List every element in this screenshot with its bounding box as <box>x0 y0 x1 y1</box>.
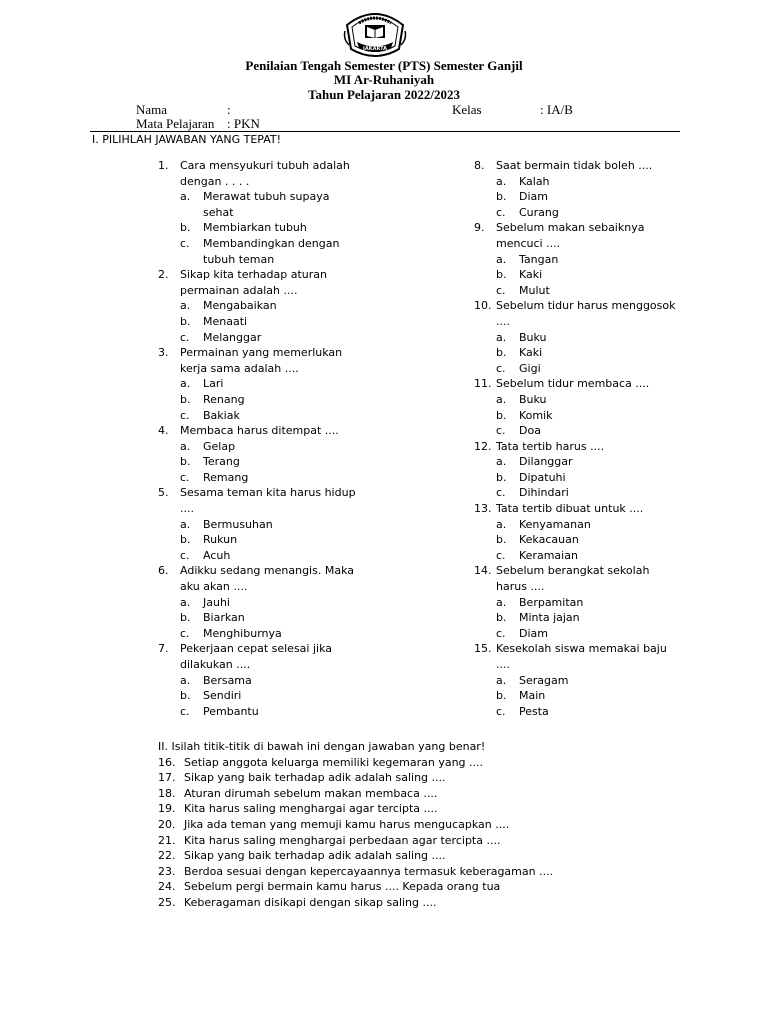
question-item <box>474 220 684 251</box>
school-name: MI Ar-Ruhaniyah <box>333 72 435 87</box>
option-text: Menaati <box>203 314 248 328</box>
fill-in-text: Sikap yang baik terhadap adik adalah saling .... <box>184 771 446 785</box>
option-text: Dihindari <box>519 486 569 500</box>
answer-option <box>474 345 684 361</box>
option-letter: b. <box>496 346 507 360</box>
answer-option <box>158 236 368 267</box>
option-letter: a. <box>496 517 507 531</box>
fill-in-text: Keberagaman disikapi dengan sikap saling .... <box>184 895 437 909</box>
fill-in-number: 25. <box>158 895 176 909</box>
question-text: Sebelum berangkat sekolah <box>496 564 650 578</box>
option-text: Rukun <box>203 533 238 547</box>
question-item <box>158 423 368 439</box>
logo-text: JAKARTA <box>363 46 387 52</box>
answer-option <box>474 470 684 486</box>
question-item <box>158 345 368 376</box>
option-letter: b. <box>180 392 191 406</box>
option-text: sehat <box>203 205 234 219</box>
option-text: Pesta <box>519 704 549 718</box>
option-text: Merawat tubuh supaya <box>203 190 330 204</box>
fill-in-number: 24. <box>158 880 176 894</box>
question-number: 10. <box>474 299 492 313</box>
option-letter: c. <box>496 283 506 297</box>
answer-option <box>474 548 684 564</box>
option-letter: c. <box>496 626 506 640</box>
answer-option <box>158 532 368 548</box>
question-text: kerja sama adalah .... <box>180 361 299 375</box>
option-letter: b. <box>180 314 191 328</box>
option-text: Diam <box>519 190 548 204</box>
school-logo-icon <box>341 5 409 59</box>
fill-in-item <box>158 755 553 771</box>
option-text: Membiarkan tubuh <box>203 221 307 235</box>
option-letter: a. <box>180 299 191 313</box>
answer-option <box>158 626 368 642</box>
option-letter: c. <box>496 424 506 438</box>
option-letter: c. <box>180 626 190 640</box>
question-text: harus .... <box>496 580 545 594</box>
option-letter: c. <box>496 205 506 219</box>
option-text: Kaki <box>519 268 543 282</box>
question-number: 15. <box>474 642 492 656</box>
option-letter: a. <box>496 595 507 609</box>
answer-option <box>158 688 368 704</box>
answer-option <box>474 626 684 642</box>
question-number: 2. <box>158 268 169 282</box>
answer-option <box>158 392 368 408</box>
answer-option <box>474 408 684 424</box>
question-number: 9. <box>474 221 485 235</box>
option-text: Gelap <box>203 439 236 453</box>
question-number: 14. <box>474 564 492 578</box>
answer-option <box>158 314 368 330</box>
question-text: Sebelum tidur membaca .... <box>496 377 650 391</box>
answer-option <box>158 220 368 236</box>
question-number: 4. <box>158 424 169 438</box>
answer-option <box>158 548 368 564</box>
answer-option <box>474 392 684 408</box>
question-text: Sesama teman kita harus hidup <box>180 486 356 500</box>
question-text: Saat bermain tidak boleh .... <box>496 159 653 172</box>
fill-in-item <box>158 864 553 880</box>
fill-in-number: 17. <box>158 771 176 785</box>
school-year: Tahun Pelajaran 2022/2023 <box>308 87 460 102</box>
fill-in-item <box>158 848 553 864</box>
option-letter: a. <box>496 330 507 344</box>
option-letter: c. <box>180 408 190 422</box>
answer-option <box>474 267 684 283</box>
answer-option <box>158 610 368 626</box>
question-number: 1. <box>158 159 169 172</box>
answer-option <box>158 189 368 220</box>
answer-option <box>474 532 684 548</box>
option-text: Kenyamanan <box>519 517 591 531</box>
option-text: Berpamitan <box>519 595 584 609</box>
option-text: Membandingkan dengan <box>203 236 340 250</box>
option-text: Buku <box>519 330 547 344</box>
questions-right-column <box>474 158 684 719</box>
fill-in-item <box>158 770 553 786</box>
mapel-label: Mata Pelajaran <box>136 116 215 131</box>
question-text: Tata tertib dibuat untuk .... <box>496 502 644 516</box>
answer-option <box>158 517 368 533</box>
option-letter: a. <box>180 377 191 391</box>
fill-in-item <box>158 817 553 833</box>
option-letter: c. <box>180 704 190 718</box>
answer-option <box>158 298 368 314</box>
option-letter: b. <box>496 689 507 703</box>
option-text: tubuh teman <box>203 252 275 266</box>
option-text: Curang <box>519 205 559 219</box>
fill-in-number: 22. <box>158 849 176 863</box>
fill-in-item <box>158 786 553 802</box>
section-2-title: II. Isilah titik-titik di bawah ini dengan jawaban yang benar! <box>158 740 486 753</box>
answer-option <box>474 688 684 704</box>
answer-option <box>158 376 368 392</box>
question-text: Membaca harus ditempat .... <box>180 424 339 438</box>
questions-left-column <box>158 158 368 719</box>
question-text: Sikap kita terhadap aturan <box>180 268 327 282</box>
question-text: permainan adalah .... <box>180 283 298 297</box>
option-text: Kekacauan <box>519 533 579 547</box>
option-text: Menghiburnya <box>203 626 282 640</box>
option-text: Renang <box>203 392 245 406</box>
option-letter: b. <box>180 689 191 703</box>
question-item <box>158 485 368 516</box>
option-letter: c. <box>496 704 506 718</box>
option-text: Remang <box>203 470 249 484</box>
question-text: Adikku sedang menangis. Maka <box>180 564 354 578</box>
fill-in-text: Setiap anggota keluarga memiliki kegemaran yang .... <box>184 755 484 769</box>
answer-option <box>158 330 368 346</box>
answer-option <box>474 189 684 205</box>
option-letter: c. <box>496 548 506 562</box>
option-text: Gigi <box>519 361 541 375</box>
answer-option <box>474 205 684 221</box>
question-item <box>474 376 684 392</box>
option-text: Melanggar <box>203 330 262 344</box>
option-text: Acuh <box>203 548 231 562</box>
kelas-label: Kelas <box>452 102 482 117</box>
option-letter: b. <box>180 611 191 625</box>
answer-option <box>474 423 684 439</box>
answer-option <box>158 408 368 424</box>
option-text: Doa <box>519 424 541 438</box>
section-1-title: I. PILIHLAH JAWABAN YANG TEPAT! <box>92 133 282 146</box>
fill-in-number: 16. <box>158 755 176 769</box>
question-text: .... <box>496 314 510 328</box>
option-letter: c. <box>180 236 190 250</box>
fill-in-number: 19. <box>158 802 176 816</box>
question-item <box>158 563 368 594</box>
option-letter: c. <box>180 330 190 344</box>
option-letter: a. <box>496 252 507 266</box>
option-letter: b. <box>496 470 507 484</box>
answer-option <box>474 673 684 689</box>
question-item <box>474 158 684 174</box>
header-divider <box>90 131 680 132</box>
option-letter: b. <box>496 533 507 547</box>
option-text: Seragam <box>519 673 569 687</box>
option-text: Biarkan <box>203 611 245 625</box>
question-number: 5. <box>158 486 169 500</box>
option-letter: b. <box>180 221 191 235</box>
fill-in-item <box>158 801 553 817</box>
question-item <box>474 563 684 594</box>
option-letter: a. <box>180 673 191 687</box>
option-text: Bersama <box>203 673 252 687</box>
exam-title: Penilaian Tengah Semester (PTS) Semester Ganjil <box>245 58 523 73</box>
question-item <box>474 439 684 455</box>
option-letter: b. <box>180 455 191 469</box>
option-letter: b. <box>496 190 507 204</box>
option-letter: b. <box>496 611 507 625</box>
option-text: Bakiak <box>203 408 240 422</box>
answer-option <box>158 470 368 486</box>
option-text: Terang <box>203 455 240 469</box>
option-text: Kaki <box>519 346 543 360</box>
option-text: Mulut <box>519 283 550 297</box>
fill-in-item <box>158 879 553 895</box>
option-text: Sendiri <box>203 689 242 703</box>
option-text: Kalah <box>519 174 550 188</box>
option-text: Dilanggar <box>519 455 573 469</box>
fill-in-text: Kita harus saling menghargai perbedaan agar tercipta .... <box>184 833 501 847</box>
answer-option <box>158 454 368 470</box>
fill-in-number: 18. <box>158 786 176 800</box>
question-text: Cara mensyukuri tubuh adalah <box>180 159 350 172</box>
answer-option <box>474 704 684 720</box>
question-text: Tata tertib harus .... <box>496 439 605 453</box>
question-item <box>158 641 368 672</box>
option-letter: a. <box>180 595 191 609</box>
option-letter: a. <box>180 517 191 531</box>
option-text: Pembantu <box>203 704 259 718</box>
question-number: 12. <box>474 439 492 453</box>
option-letter: a. <box>496 673 507 687</box>
option-text: Komik <box>519 408 553 422</box>
option-text: Diam <box>519 626 548 640</box>
option-letter: a. <box>180 190 191 204</box>
question-item <box>474 501 684 517</box>
answer-option <box>158 673 368 689</box>
answer-option <box>474 485 684 501</box>
answer-option <box>474 283 684 299</box>
option-text: Main <box>519 689 546 703</box>
option-letter: b. <box>496 268 507 282</box>
option-text: Buku <box>519 392 547 406</box>
option-letter: c. <box>496 486 506 500</box>
fill-in-text: Sikap yang baik terhadap adik adalah saling .... <box>184 849 446 863</box>
question-number: 13. <box>474 502 492 516</box>
answer-option <box>474 174 684 190</box>
question-text: Pekerjaan cepat selesai jika <box>180 642 333 656</box>
option-letter: b. <box>180 533 191 547</box>
question-number: 6. <box>158 564 169 578</box>
option-letter: a. <box>180 439 191 453</box>
question-text: Sebelum tidur harus menggosok <box>496 299 676 313</box>
answer-option <box>158 439 368 455</box>
question-text: Sebelum makan sebaiknya <box>496 221 645 235</box>
answer-option <box>158 595 368 611</box>
fill-in-text: Berdoa sesuai dengan kepercayaannya termasuk keberagaman .... <box>184 864 554 878</box>
question-text: aku akan .... <box>180 580 248 594</box>
nama-colon: : <box>227 102 231 117</box>
fill-in-text: Aturan dirumah sebelum makan membaca .... <box>184 786 438 800</box>
section-2 <box>158 739 553 911</box>
question-number: 7. <box>158 642 169 656</box>
answer-option <box>474 517 684 533</box>
question-text: .... <box>180 502 194 516</box>
question-text: Kesekolah siswa memakai baju <box>496 642 667 656</box>
question-text: .... <box>496 658 510 671</box>
fill-in-item <box>158 833 553 849</box>
mapel-value: : PKN <box>227 116 260 131</box>
nama-label: Nama <box>136 102 168 117</box>
option-letter: a. <box>496 455 507 469</box>
option-text: Bermusuhan <box>203 517 273 531</box>
option-text: Keramaian <box>519 548 578 562</box>
option-letter: a. <box>496 174 507 188</box>
question-text: Permainan yang memerlukan <box>180 346 343 360</box>
option-letter: c. <box>180 548 190 562</box>
question-text: dilakukan .... <box>180 658 251 671</box>
fill-in-number: 20. <box>158 817 176 831</box>
option-letter: a. <box>496 392 507 406</box>
option-letter: b. <box>496 408 507 422</box>
answer-option <box>474 252 684 268</box>
option-text: Minta jajan <box>519 611 580 625</box>
answer-option <box>474 454 684 470</box>
question-text: dengan . . . . <box>180 174 250 188</box>
fill-in-number: 21. <box>158 833 176 847</box>
option-text: Tangan <box>519 252 559 266</box>
question-number: 8. <box>474 159 485 172</box>
question-number: 11. <box>474 377 492 391</box>
question-item <box>474 298 684 329</box>
option-text: Mengabaikan <box>203 299 277 313</box>
answer-option <box>474 610 684 626</box>
fill-in-text: Jika ada teman yang memuji kamu harus mengucapkan .... <box>184 817 510 831</box>
option-text: Dipatuhi <box>519 470 566 484</box>
answer-option <box>474 361 684 377</box>
answer-option <box>158 704 368 720</box>
fill-in-list <box>158 755 553 911</box>
fill-in-number: 23. <box>158 864 176 878</box>
answer-option <box>474 595 684 611</box>
question-item <box>158 158 368 189</box>
answer-option <box>474 330 684 346</box>
question-text: mencuci .... <box>496 236 561 250</box>
option-text: Jauhi <box>203 595 230 609</box>
question-number: 3. <box>158 346 169 360</box>
kelas-value: : IA/B <box>540 102 573 117</box>
fill-in-text: Kita harus saling menghargai agar tercipta .... <box>184 802 438 816</box>
fill-in-text: Sebelum pergi bermain kamu harus .... Kepada orang tua <box>184 880 501 894</box>
question-item <box>158 267 368 298</box>
question-item <box>474 641 684 672</box>
fill-in-item <box>158 895 553 911</box>
option-letter: c. <box>180 470 190 484</box>
option-text: Lari <box>203 377 224 391</box>
option-letter: c. <box>496 361 506 375</box>
